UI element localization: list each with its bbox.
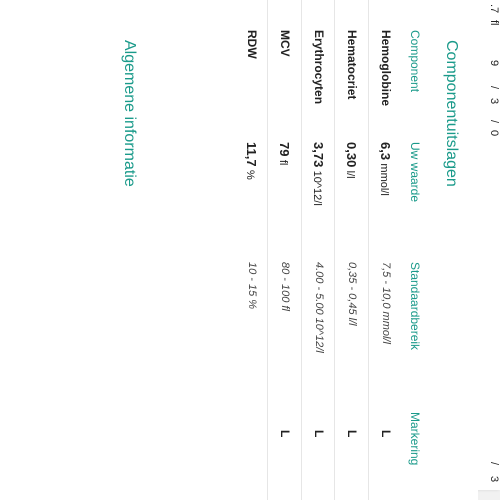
previous-value: .7 <box>488 4 500 14</box>
previous-value: 3 <box>488 98 500 105</box>
reference-range: 7,5 - 10,0 mmol/l <box>380 262 392 344</box>
status-flag: L <box>278 430 292 438</box>
column-header-flag: Markering <box>408 412 422 466</box>
column-header-component: Component <box>408 30 422 93</box>
table-row <box>267 0 301 500</box>
previous-value: 9 <box>488 60 500 67</box>
table-row <box>368 0 402 500</box>
previous-value: / <box>488 120 500 124</box>
previous-value: 3 <box>488 476 500 483</box>
previous-value: / <box>488 86 500 90</box>
reference-range: 10 - 15 % <box>246 262 258 310</box>
general-info-heading[interactable]: Algemene informatie <box>121 40 138 187</box>
component-value: 79 fl <box>277 142 292 166</box>
component-name: RDW <box>245 30 259 59</box>
reference-range: 80 - 100 fl <box>279 262 291 311</box>
component-name: Hematocriet <box>345 30 359 100</box>
component-value: 11,7 % <box>244 142 259 180</box>
status-flag: L <box>379 430 393 438</box>
component-name: Hemoglobine <box>379 30 393 107</box>
previous-value: fl <box>488 20 500 26</box>
table-row <box>235 0 268 500</box>
column-header-range: Standaardbereik <box>408 262 422 351</box>
reference-range: 0,35 - 0,45 l/l <box>346 262 358 326</box>
previous-value: / <box>488 462 500 466</box>
section-title: Componentuitslagen <box>443 40 460 187</box>
component-value: 6,3 mmol/l <box>378 142 393 196</box>
component-name: Erythrocyten <box>312 30 326 105</box>
component-value: 3,73 10^12/l <box>311 142 326 206</box>
status-flag: L <box>312 430 326 438</box>
component-name: MCV <box>278 30 292 57</box>
table-row <box>334 0 368 500</box>
column-header-value: Uw waarde <box>408 142 422 203</box>
previous-value: 0 <box>488 130 500 137</box>
component-value: 0,30 l/l <box>344 142 359 179</box>
reference-range: 4.00 - 5.00 10^12/l <box>313 262 325 353</box>
status-flag: L <box>345 430 359 438</box>
table-row <box>301 0 335 500</box>
previous-card-edge <box>477 0 500 490</box>
